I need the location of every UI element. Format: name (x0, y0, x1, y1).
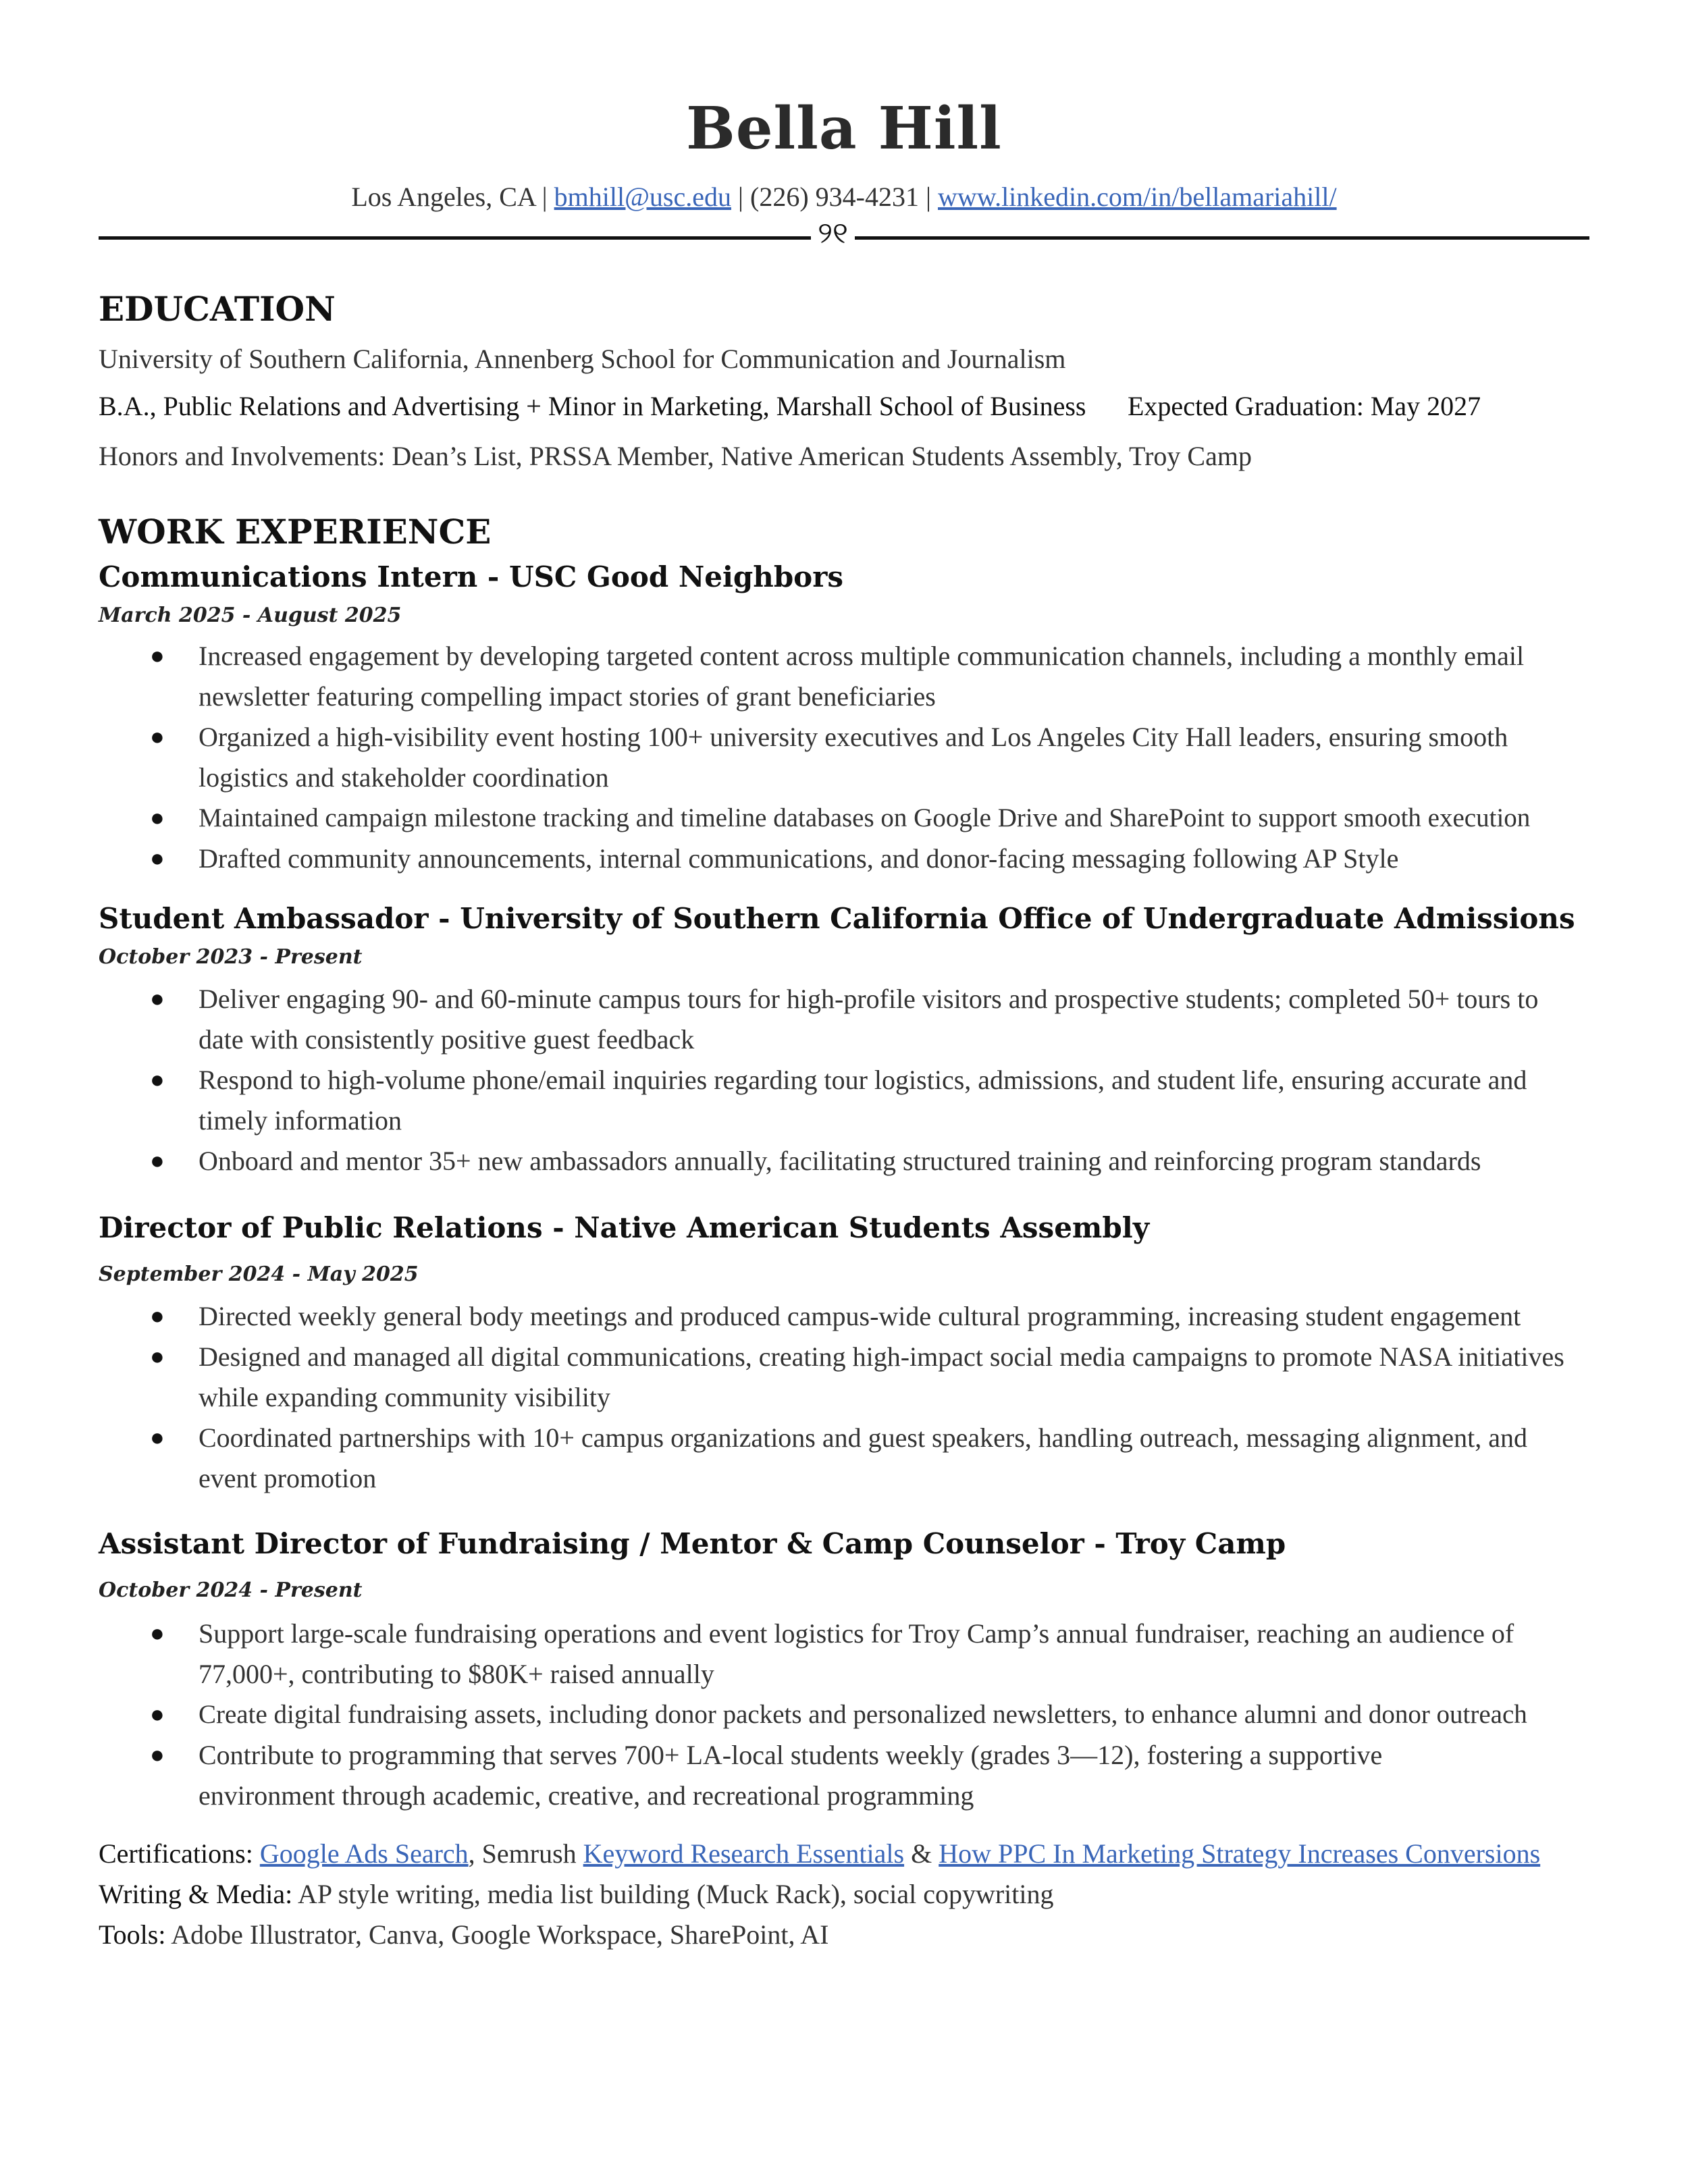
bullet-icon: ● (150, 1620, 165, 1647)
bullet-icon: ● (150, 1343, 165, 1370)
work-experience-heading: WORK EXPERIENCE (99, 512, 492, 552)
job-dates: October 2024 - Present (99, 1578, 363, 1602)
job-bullet: Directed weekly general body meetings and produced campus-wide cultural programming, increasing student engagement (199, 1301, 1521, 1331)
bullet-icon: ● (150, 1147, 165, 1174)
writing-media-line (99, 1878, 1054, 1910)
education-honors: Honors and Involvements: Dean’s List, PRSSA Member, Native American Students Assembly, Troy Camp (99, 441, 1252, 471)
contact-line (0, 181, 1688, 213)
job-bullet: Coordinated partnerships with 10+ campus organizations and guest speakers, handling outreach, messaging alignment, and event promotion (199, 1422, 1528, 1493)
job-title: Student Ambassador - University of Southern California Office of Undergraduate Admissions (99, 902, 1575, 935)
certifications-label: Certifications: (99, 1838, 253, 1869)
job-bullet: Contribute to programming that serves 700+ LA-local students weekly (grades 3—12), fostering a supportive environment through academic, creative, and recreational programming (199, 1740, 1383, 1811)
education-graduation: Expected Graduation: May 2027 (1128, 391, 1481, 421)
bullet-icon: ● (150, 723, 165, 750)
bullet-icon: ● (150, 845, 165, 872)
education-degree: B.A., Public Relations and Advertising + Minor in Marketing, Marshall School of Business (99, 391, 1086, 421)
education-heading: EDUCATION (99, 289, 336, 329)
bullet-icon: ● (150, 1701, 165, 1728)
job-dates: October 2023 - Present (99, 945, 363, 969)
phone: (226) 934-4231 (750, 182, 919, 212)
job-bullet: Drafted community announcements, internal communications, and donor-facing messaging following AP Style (199, 843, 1399, 874)
tools-label: Tools: (99, 1919, 166, 1950)
job-bullet: Designed and managed all digital communications, creating high-impact social media campaigns to promote NASA initiatives while expanding community visibility (199, 1341, 1564, 1412)
education-school: University of Southern California, Annenberg School for Communication and Journalism (99, 344, 1066, 374)
job-bullet: Respond to high-volume phone/email inquiries regarding tour logistics, admissions, and student life, ensuring accurate and timely information (199, 1065, 1527, 1136)
job-bullet: Increased engagement by developing targeted content across multiple communication channels, including a monthly email newsletter featuring compelling impact stories of grant beneficiaries (199, 641, 1525, 712)
bullet-icon: ● (150, 1424, 165, 1451)
job-bullet: Deliver engaging 90- and 60-minute campus tours for high-profile visitors and prospective students; completed 50+ tours to date with consistently positive guest feedback (199, 984, 1539, 1055)
bullet-icon: ● (150, 1302, 165, 1329)
separator: | (925, 182, 931, 212)
location: Los Angeles, CA (351, 182, 535, 212)
email-link[interactable]: bmhill@usc.edu (554, 182, 731, 212)
tools-line (99, 1919, 828, 1950)
bullet-icon: ● (150, 804, 165, 831)
job-bullet: Create digital fundraising assets, including donor packets and personalized newsletters, to enhance alumni and donor outreach (199, 1700, 1527, 1729)
cert-keyword-research-link[interactable]: Keyword Research Essentials (583, 1838, 905, 1869)
job-dates: September 2024 - May 2025 (99, 1262, 419, 1286)
candidate-name: Bella Hill (686, 95, 1002, 163)
cert-text: & (904, 1838, 939, 1869)
certifications-line (99, 1838, 1540, 1869)
job-dates: March 2025 - August 2025 (99, 604, 402, 627)
job-title: Communications Intern - USC Good Neighbors (99, 560, 843, 593)
separator: | (542, 182, 548, 212)
job-title: Director of Public Relations - Native American Students Assembly (99, 1211, 1150, 1244)
divider-left (99, 236, 811, 240)
job-bullet: Maintained campaign milestone tracking and timeline databases on Google Drive and SharePoint to support smooth execution (199, 803, 1531, 832)
job-bullet: Organized a high-visibility event hosting 100+ university executives and Los Angeles City Hall leaders, ensuring smooth logistics and stakeholder coordination (199, 722, 1508, 793)
job-bullet: Onboard and mentor 35+ new ambassadors annually, facilitating structured training and reinforcing program standards (199, 1146, 1481, 1176)
separator: | (738, 182, 744, 212)
divider-right (855, 236, 1589, 240)
writing-media-label: Writing & Media: (99, 1879, 293, 1909)
bullet-icon: ● (150, 1066, 165, 1093)
cert-ppc-link[interactable]: How PPC In Marketing Strategy Increases Conversions (939, 1838, 1541, 1869)
bullet-icon: ● (150, 642, 165, 669)
linkedin-link[interactable]: www.linkedin.com/in/bellamariahill/ (938, 182, 1337, 212)
cert-text: , Semrush (468, 1838, 583, 1869)
job-title: Assistant Director of Fundraising / Mentor & Camp Counselor - Troy Camp (99, 1527, 1286, 1560)
job-bullet: Support large-scale fundraising operations and event logistics for Troy Camp’s annual fundraiser, reaching an audience of 77,000+, contributing to $80K+ raised annually (199, 1618, 1514, 1689)
writing-media-text: AP style writing, media list building (Muck Rack), social copywriting (292, 1879, 1054, 1909)
bullet-icon: ● (150, 985, 165, 1012)
bullet-icon: ● (150, 1741, 165, 1768)
cert-google-ads-link[interactable]: Google Ads Search (259, 1838, 469, 1869)
tools-text: Adobe Illustrator, Canva, Google Workspace, SharePoint, AI (165, 1919, 829, 1950)
ornament-icon: ୨୧ (818, 217, 848, 250)
